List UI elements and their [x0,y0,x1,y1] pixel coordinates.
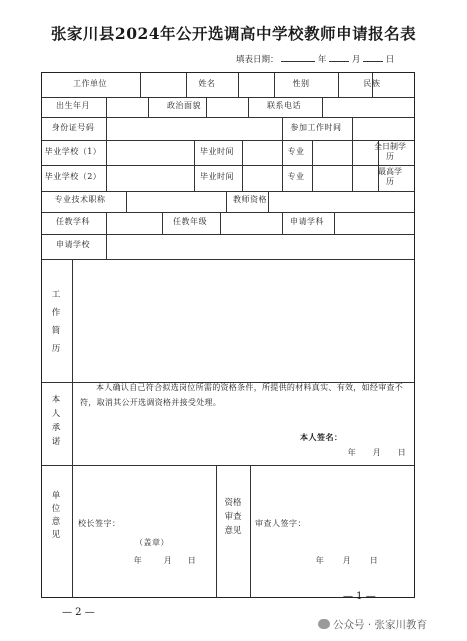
ethnicity-label: 民族 [363,79,381,88]
col-divider [106,234,107,259]
col-divider [282,140,283,191]
fill-date-year: 年 [317,55,327,65]
apply-school-label: 申请学校 [56,240,90,249]
col-divider [248,97,249,117]
work-history-label: 工作简历 [51,290,61,354]
political-status-label: 政治面貌 [167,101,201,110]
col-divider [242,140,243,191]
fill-date-day-blank[interactable] [363,52,383,62]
fill-date-month-blank[interactable] [329,52,349,62]
pledge-text: 本人确认自己符合拟选岗位所需的资格条件，所提供的材料真实、有效，如经审查不符，取消其公开选调资格并接受处理。 [80,383,404,407]
phone-label: 联系电话 [267,101,301,110]
pledge-month: 月 [372,448,382,457]
signature-label: 本人签名： [300,432,343,442]
teaching-subject-label: 任教学科 [56,217,90,226]
grad-time-1-label: 毕业时间 [200,147,234,156]
fill-date-year-blank[interactable] [281,52,315,62]
fill-date [236,52,394,65]
col-divider [106,212,107,234]
col-divider [282,212,283,234]
col-divider [162,212,163,234]
col-divider [194,140,195,191]
apply-subject-label: 申请学科 [290,217,324,226]
col-divider [352,117,353,140]
col-divider [72,259,73,465]
birth-date-label: 出生年月 [56,101,90,110]
teacher-qualification-label: 教师资格 [233,195,267,204]
wechat-icon [318,619,330,629]
col-divider [216,465,217,597]
col-divider [220,212,221,234]
col-divider [338,73,339,97]
page-number-right: — 1 — [343,591,376,602]
review-month: 月 [342,556,352,565]
row-divider [42,191,414,192]
watermark [318,617,427,632]
row-divider [42,212,414,213]
fill-date-day: 日 [385,55,395,65]
grad-time-2-label: 毕业时间 [200,172,234,181]
pledge-day: 日 [397,448,407,457]
col-divider [72,465,73,597]
fill-date-month: 月 [351,55,361,65]
unit-day: 日 [187,556,197,565]
row-divider [42,97,414,98]
unit-month: 月 [163,556,173,565]
row-divider [42,259,414,260]
col-divider [148,97,149,117]
review-year: 年 [315,556,325,565]
col-divider [238,73,239,97]
reviewer-signature-label: 审查人签字： [255,519,306,528]
gender-label: 性别 [292,79,310,88]
col-divider [312,140,313,191]
row-divider [42,117,414,118]
row-divider [42,465,414,466]
unit-opinion-label: 单位意见 [51,491,61,540]
col-divider [206,97,207,117]
form-title: 张家川县2024年公开选调高中学校教师申请报名表 [50,24,417,43]
tech-title-label: 专业技术职称 [54,195,106,204]
fulltime-edu-label: 全日制学历 [374,142,406,161]
fill-date-label: 填表日期： [236,55,279,65]
work-start-date-label: 参加工作时间 [290,123,342,132]
id-number-label: 身份证号码 [51,123,95,132]
col-divider [250,465,251,597]
teaching-grade-label: 任教年级 [173,217,207,226]
seal-label: （盖章） [135,538,169,547]
col-divider [268,191,269,212]
col-divider [106,140,107,191]
major-1-label: 专业 [287,147,305,156]
col-divider [322,97,323,117]
col-divider [352,140,353,191]
col-divider [106,117,107,140]
pledge-label: 本人承诺 [51,395,61,447]
unit-year: 年 [133,556,143,565]
watermark-text: 公众号 · 张家川教育 [333,619,428,631]
principal-signature-label: 校长签字： [78,519,121,528]
col-divider [186,73,187,97]
col-divider [334,212,335,234]
school-2-label: 毕业学校（2） [44,172,102,181]
col-divider [140,73,141,97]
name-label: 姓名 [198,79,216,88]
row-divider [42,234,414,235]
row-divider [42,140,414,141]
highest-edu-label: 最高学历 [378,167,402,186]
col-divider [226,191,227,212]
school-1-label: 毕业学校（1） [44,147,102,156]
col-divider [274,73,275,97]
pledge-year: 年 [347,448,357,457]
major-2-label: 专业 [287,172,305,181]
row-divider [42,165,414,166]
col-divider [126,191,127,212]
review-opinion-label: 资格审查意见 [224,498,242,536]
page-number-left: — 2 — [62,607,95,618]
col-divider [106,97,107,117]
work-unit-label: 工作单位 [73,79,107,88]
review-day: 日 [369,556,379,565]
col-divider [282,117,283,140]
